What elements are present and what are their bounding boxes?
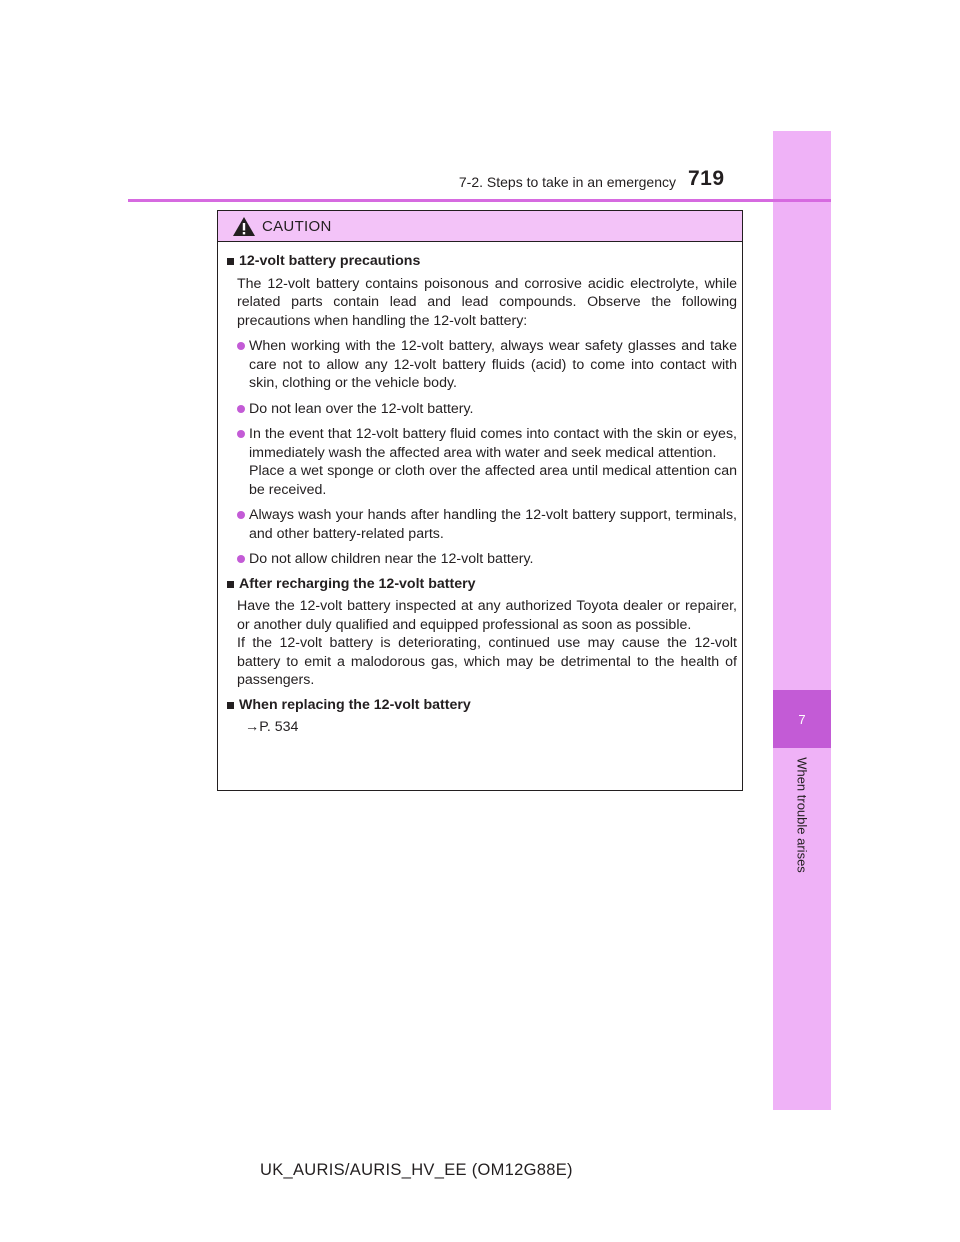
warning-triangle-icon — [232, 216, 256, 237]
header-rule — [128, 199, 831, 202]
list-item: In the event that 12-volt battery fluid comes into contact with the skin or eyes, immediately wash the affected area with water and seek medical attention. Place a wet sponge or cloth over the affected area until medical attention can be received. — [237, 425, 737, 499]
caution-body — [218, 242, 742, 737]
page-reference-link[interactable]: →P. 534 — [245, 719, 299, 735]
section-heading: 12-volt battery precautions — [227, 252, 737, 271]
caution-header — [218, 211, 742, 242]
section-paragraph: Have the 12-volt battery inspected at any authorized Toyota dealer or repairer, or another duly qualified and equipped professional as soon as possible. If the 12-volt battery is deteriorating, continued use may cause the 12-volt battery to emit a malodorous gas, which may be detrimental to the health of passengers. — [237, 598, 737, 688]
caution-title: CAUTION — [262, 217, 332, 235]
page-number: 719 — [688, 167, 725, 190]
square-bullet-icon — [227, 702, 234, 709]
list-item: Always wash your hands after handling the 12-volt battery support, terminals, and other battery-related parts. — [237, 506, 737, 543]
round-bullet-icon — [237, 342, 245, 350]
list-item: Do not allow children near the 12-volt battery. — [237, 550, 737, 569]
section-intro: The 12-volt battery contains poisonous and corrosive acidic electrolyte, while related parts contain lead and lead compounds. Observe the following precautions when handling the 12-volt battery: — [237, 275, 737, 329]
square-bullet-icon — [227, 581, 234, 588]
round-bullet-icon — [237, 511, 245, 519]
chapter-number: 7 — [798, 711, 806, 727]
chapter-tab[interactable] — [773, 690, 831, 748]
side-tab-strip — [773, 131, 831, 1110]
list-item: Do not lean over the 12-volt battery. — [237, 400, 737, 419]
model-code: UK_AURIS/AURIS_HV_EE (OM12G88E) — [260, 1161, 573, 1179]
round-bullet-icon — [237, 555, 245, 563]
section-title: 7-2. Steps to take in an emergency — [458, 174, 676, 190]
list-item: When working with the 12-volt battery, always wear safety glasses and take care not to allow any 12-volt battery fluids (acid) to come into contact with skin, clothing or the vehicle body. — [237, 337, 737, 393]
round-bullet-icon — [237, 430, 245, 438]
square-bullet-icon — [227, 258, 234, 265]
caution-box — [217, 210, 743, 791]
chapter-label: When trouble arises — [794, 757, 810, 873]
round-bullet-icon — [237, 405, 245, 413]
section-heading: When replacing the 12-volt battery — [227, 696, 737, 715]
section-heading: After recharging the 12-volt battery — [227, 575, 737, 594]
